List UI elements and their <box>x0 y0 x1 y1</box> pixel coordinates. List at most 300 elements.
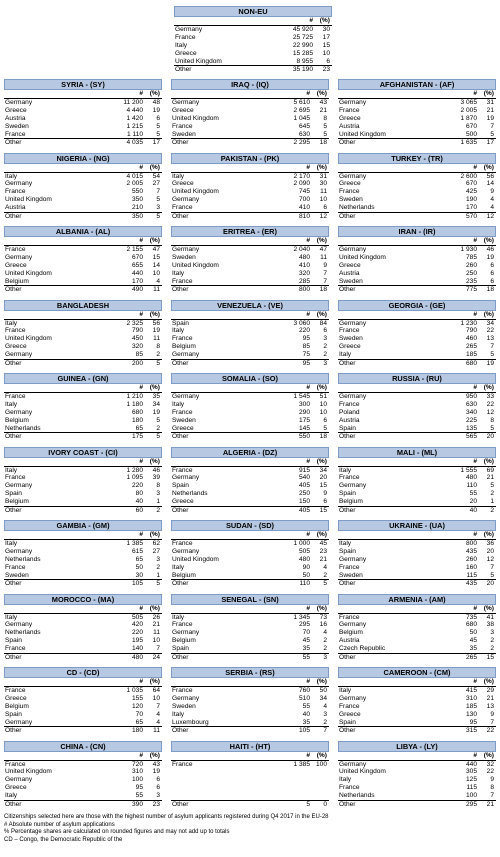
row-country: Belgium <box>339 629 363 637</box>
block-title: HAITI - (HT) <box>171 741 329 752</box>
row-country: Germany <box>5 776 33 784</box>
row-percent: 10 <box>322 49 330 57</box>
row-country: Italy <box>339 540 352 547</box>
row-number: 655 <box>131 261 143 269</box>
row-number: 45 <box>469 637 477 645</box>
table-row <box>338 637 496 645</box>
row-number: 3 065 <box>460 99 477 106</box>
row-country: Sweden <box>172 416 196 424</box>
row-number <box>276 784 310 792</box>
header-country <box>4 90 109 98</box>
row-percent: 20 <box>486 433 494 441</box>
table-row-other <box>338 579 496 588</box>
row-percent: 33 <box>486 393 494 400</box>
table-row <box>4 687 162 695</box>
row-number: 680 <box>465 359 477 367</box>
row-percent: 6 <box>490 277 494 285</box>
row-number: 670 <box>131 253 143 261</box>
row-percent: 2 <box>490 490 494 498</box>
row-number: 15 285 <box>292 49 313 57</box>
block-title: MALI - (ML) <box>338 447 496 458</box>
country-table <box>338 447 496 515</box>
row-number: 45 <box>302 637 310 645</box>
header-number: # <box>473 751 477 759</box>
row-country: Germany <box>172 629 200 637</box>
row-number <box>276 792 310 800</box>
row-number: 450 <box>131 335 143 343</box>
table-row <box>4 572 162 580</box>
table-non-eu <box>174 6 332 74</box>
block-title: NON-EU <box>174 6 332 17</box>
row-country: Austria <box>339 416 360 424</box>
row-percent: 15 <box>152 253 160 261</box>
table-row <box>4 490 162 498</box>
row-number: 65 <box>135 555 143 563</box>
row-number: 350 <box>131 212 143 220</box>
row-percent: 34 <box>319 466 327 474</box>
block-header <box>4 531 162 540</box>
table-row-other <box>338 432 496 441</box>
table-row <box>4 645 162 653</box>
row-country: Other <box>339 727 356 735</box>
country-table <box>4 300 162 368</box>
row-country: Greece <box>172 180 194 188</box>
country-table <box>338 79 496 147</box>
row-number: 120 <box>131 702 143 710</box>
row-country: Greece <box>172 424 194 432</box>
row-percent: 16 <box>319 621 327 629</box>
block-title: SOMALIA - (SO) <box>171 373 329 384</box>
table-row <box>338 335 496 343</box>
table-row-other <box>171 359 329 368</box>
row-percent: 6 <box>323 327 327 335</box>
row-percent: 20 <box>486 547 494 555</box>
header-number: # <box>139 457 143 465</box>
row-percent: 6 <box>490 269 494 277</box>
row-percent: 2 <box>156 563 160 571</box>
header-percent: (%) <box>319 17 330 24</box>
row-number: 745 <box>298 188 310 196</box>
table-row <box>4 254 162 262</box>
row-percent: 22 <box>486 768 494 776</box>
row-percent: 5 <box>156 196 160 204</box>
table-row <box>4 327 162 335</box>
footnote: CD – Congo, the Democratic Republic of the <box>4 836 123 843</box>
table-row <box>4 556 162 564</box>
table-row <box>4 467 162 475</box>
header-country <box>338 311 443 319</box>
row-percent: 8 <box>490 416 494 424</box>
table-row <box>338 278 496 286</box>
row-number: 90 <box>302 563 310 571</box>
row-percent: 1 <box>156 571 160 579</box>
row-number: 550 <box>298 433 310 441</box>
row-number: 2 155 <box>126 246 143 253</box>
row-percent: 56 <box>486 172 494 180</box>
table-row <box>4 401 162 409</box>
block-header <box>338 384 496 393</box>
row-number: 320 <box>298 269 310 277</box>
row-percent: 62 <box>152 540 160 547</box>
row-percent: 7 <box>490 122 494 130</box>
row-country: Netherlands <box>5 629 41 637</box>
row-number: 160 <box>465 563 477 571</box>
row-percent: 12 <box>486 408 494 416</box>
header-country <box>174 17 279 25</box>
country-table <box>338 226 496 294</box>
row-number: 810 <box>298 212 310 220</box>
header-country <box>171 90 276 98</box>
row-number: 800 <box>465 540 477 547</box>
block-header <box>171 164 329 173</box>
row-country: Italy <box>339 466 352 474</box>
row-country: Spain <box>172 482 189 490</box>
table-row <box>4 548 162 556</box>
row-percent: 4 <box>156 710 160 718</box>
header-percent: (%) <box>316 457 327 465</box>
header-percent: (%) <box>316 310 327 318</box>
header-percent: (%) <box>483 310 494 318</box>
row-number: 4 015 <box>126 172 143 180</box>
table-row <box>171 246 329 254</box>
table-row <box>338 188 496 196</box>
row-percent: 15 <box>319 506 327 514</box>
row-number: 700 <box>298 196 310 204</box>
row-country: France <box>172 122 193 130</box>
row-percent: 2 <box>323 637 327 645</box>
row-country: Netherlands <box>172 490 208 498</box>
table-row <box>338 99 496 107</box>
row-percent: 18 <box>319 433 327 441</box>
header-percent: (%) <box>149 384 160 391</box>
row-number: 85 <box>135 351 143 359</box>
row-country: Spain <box>172 319 189 327</box>
table-row <box>171 776 329 784</box>
header-number: # <box>306 237 310 244</box>
table-row <box>171 123 329 131</box>
row-percent: 2 <box>323 718 327 726</box>
table-row <box>338 180 496 188</box>
table-row <box>4 621 162 629</box>
header-country <box>171 458 276 466</box>
row-country: Italy <box>5 466 18 474</box>
table-row <box>171 768 329 776</box>
table-row <box>171 327 329 335</box>
row-percent: 3 <box>490 629 494 637</box>
row-number: 2 600 <box>460 172 477 180</box>
header-number: # <box>139 678 143 685</box>
row-country: Greece <box>172 498 194 506</box>
block-title: BANGLADESH <box>4 300 162 311</box>
table-row <box>171 115 329 123</box>
row-country: France <box>339 702 360 710</box>
row-number: 1 420 <box>126 114 143 122</box>
row-number: 285 <box>298 277 310 285</box>
row-percent: 47 <box>152 246 160 253</box>
row-number: 5 <box>306 800 310 808</box>
row-percent: 2 <box>323 645 327 653</box>
block-title: CAMEROON - (CM) <box>338 667 496 678</box>
country-table <box>338 667 496 735</box>
row-number: 2 325 <box>126 319 143 327</box>
row-percent: 19 <box>152 408 160 416</box>
row-country: Other <box>172 286 189 294</box>
table-row <box>174 50 332 58</box>
block-title: MOROCCO - (MA) <box>4 594 162 605</box>
row-percent: 10 <box>319 196 327 204</box>
row-number: 35 <box>469 645 477 653</box>
row-country: Luxembourg <box>172 718 209 726</box>
row-number: 265 <box>465 653 477 661</box>
row-number: 290 <box>298 408 310 416</box>
table-row <box>338 425 496 433</box>
row-percent: 15 <box>486 653 494 661</box>
header-number: # <box>306 604 310 612</box>
country-table <box>4 373 162 441</box>
table-row <box>338 703 496 711</box>
row-country: Netherlands <box>5 424 41 432</box>
row-number: 1 180 <box>126 400 143 408</box>
row-number: 2 005 <box>460 106 477 114</box>
row-country: France <box>339 327 360 335</box>
row-country: Italy <box>172 327 185 335</box>
row-country: France <box>339 474 360 482</box>
table-row <box>4 123 162 131</box>
row-percent: 56 <box>152 319 160 327</box>
row-country: France <box>339 106 360 114</box>
row-country: France <box>175 33 196 41</box>
row-percent: 46 <box>486 246 494 253</box>
row-percent: 46 <box>152 466 160 474</box>
row-country: Italy <box>339 776 352 784</box>
row-percent: 34 <box>152 400 160 408</box>
row-number: 550 <box>131 188 143 196</box>
block-header <box>171 237 329 246</box>
block-header <box>338 90 496 99</box>
row-country: Italy <box>172 563 185 571</box>
row-country: Other <box>172 506 189 514</box>
block-title: LIBYA - (LY) <box>338 741 496 752</box>
row-number: 180 <box>131 727 143 735</box>
row-number: 415 <box>465 687 477 694</box>
row-percent: 18 <box>319 286 327 294</box>
row-country: Germany <box>5 351 33 359</box>
header-country <box>4 605 109 613</box>
row-percent: 21 <box>486 106 494 114</box>
row-percent: 2 <box>156 506 160 514</box>
country-table <box>338 520 496 588</box>
row-country: Greece <box>5 261 27 269</box>
block-header <box>338 311 496 320</box>
header-number: # <box>139 310 143 318</box>
header-number: # <box>306 310 310 318</box>
block-header <box>4 752 162 761</box>
header-country <box>4 531 109 539</box>
row-country: Other <box>172 580 189 588</box>
table-row <box>171 335 329 343</box>
row-percent: 23 <box>152 800 160 808</box>
row-number: 225 <box>465 416 477 424</box>
row-country: Italy <box>339 351 352 359</box>
row-percent: 21 <box>152 621 160 629</box>
row-number: 305 <box>465 768 477 776</box>
block-title: UKRAINE - (UA) <box>338 520 496 531</box>
row-number: 115 <box>466 784 477 792</box>
header-percent: (%) <box>149 310 160 318</box>
row-number: 440 <box>465 760 477 768</box>
row-country: Greece <box>5 784 27 792</box>
table-row <box>4 99 162 107</box>
header-percent: (%) <box>316 384 327 391</box>
row-percent: 12 <box>486 212 494 220</box>
row-number: 1 215 <box>126 122 143 130</box>
row-country: Sweden <box>172 253 196 261</box>
block-title: PAKISTAN - (PK) <box>171 153 329 164</box>
header-number: # <box>139 90 143 97</box>
row-number: 30 <box>135 571 143 579</box>
table-row-other <box>171 432 329 441</box>
table-row-other <box>4 506 162 515</box>
row-number: 300 <box>298 400 310 408</box>
row-percent: 5 <box>490 571 494 579</box>
block-header <box>4 237 162 246</box>
row-percent: 2 <box>156 424 160 432</box>
table-row <box>171 131 329 139</box>
table-row-other <box>4 212 162 221</box>
header-country <box>338 605 443 613</box>
row-country: France <box>5 393 26 400</box>
row-percent: 7 <box>490 792 494 800</box>
block-title: CD - (CD) <box>4 667 162 678</box>
row-number: 55 <box>135 792 143 800</box>
row-country: Czech Republic <box>339 645 386 653</box>
table-row <box>171 482 329 490</box>
header-number: # <box>306 457 310 465</box>
row-percent: 21 <box>486 694 494 702</box>
row-percent: 17 <box>486 139 494 147</box>
row-percent: 4 <box>323 629 327 637</box>
row-country: Sweden <box>339 571 363 579</box>
row-country: France <box>5 760 26 768</box>
row-number: 40 <box>135 498 143 506</box>
row-percent: 27 <box>152 547 160 555</box>
row-country: France <box>5 645 26 653</box>
header-percent: (%) <box>483 604 494 612</box>
header-number: # <box>139 384 143 391</box>
row-country: Sweden <box>5 122 29 130</box>
header-country <box>4 752 109 760</box>
row-percent: 6 <box>490 261 494 269</box>
footnote: Citizenships selected here are those with the highest number of asylum applicants registered during Q4 2017 in the EU-28 <box>4 814 329 820</box>
table-row <box>338 711 496 719</box>
row-number: 220 <box>298 327 310 335</box>
block-header <box>171 458 329 467</box>
block-title: TURKEY - (TR) <box>338 153 496 164</box>
row-country: France <box>172 621 193 629</box>
row-country: Belgium <box>5 702 29 710</box>
row-country: Belgium <box>172 637 196 645</box>
row-percent: 10 <box>319 408 327 416</box>
table-row <box>338 123 496 131</box>
table-row-other <box>171 138 329 147</box>
table-row <box>171 572 329 580</box>
row-percent: 5 <box>490 482 494 490</box>
row-number: 130 <box>465 710 477 718</box>
table-row <box>338 270 496 278</box>
row-number: 50 <box>469 629 477 637</box>
row-percent: 3 <box>156 792 160 800</box>
row-percent: 7 <box>156 188 160 196</box>
block-title: SENEGAL - (SN) <box>171 594 329 605</box>
header-number: # <box>473 531 477 538</box>
row-number: 460 <box>465 335 477 343</box>
row-percent: 50 <box>319 687 327 694</box>
row-percent: 19 <box>152 768 160 776</box>
row-percent: 48 <box>152 99 160 106</box>
row-country: Greece <box>5 694 27 702</box>
block-title: GAMBIA - (GM) <box>4 520 162 531</box>
row-percent: 10 <box>152 694 160 702</box>
row-number: 1 930 <box>460 246 477 253</box>
header-country <box>4 164 109 172</box>
table-row <box>4 270 162 278</box>
row-country: France <box>339 784 360 792</box>
table-row <box>4 262 162 270</box>
row-number: 1 345 <box>293 613 310 621</box>
row-country: Other <box>5 800 22 808</box>
table-row <box>338 784 496 792</box>
row-number: 95 <box>302 359 310 367</box>
row-percent: 7 <box>323 727 327 735</box>
header-country <box>338 237 443 245</box>
table-row <box>4 425 162 433</box>
table-row <box>4 173 162 181</box>
header-percent: (%) <box>149 531 160 538</box>
row-number: 735 <box>465 613 477 621</box>
row-country: Germany <box>172 246 200 253</box>
header-number: # <box>473 457 477 465</box>
row-percent: 3 <box>156 204 160 212</box>
row-number: 1 555 <box>460 466 477 474</box>
table-row-other <box>171 285 329 294</box>
table-row-other <box>338 506 496 515</box>
country-table <box>4 153 162 221</box>
header-number: # <box>306 163 310 171</box>
row-percent: 19 <box>486 253 494 261</box>
table-row <box>338 351 496 359</box>
row-percent: 11 <box>320 188 327 196</box>
block-header <box>174 17 332 26</box>
table-row <box>171 188 329 196</box>
row-number: 125 <box>465 776 477 784</box>
header-percent: (%) <box>483 457 494 465</box>
table-row <box>338 564 496 572</box>
footnote: % Percentage shares are calculated on rounded figures and may not add up to totals <box>4 829 230 836</box>
row-country: Sweden <box>339 196 363 204</box>
row-country: Poland <box>339 408 360 416</box>
header-number: # <box>306 531 310 538</box>
row-country: Greece <box>172 106 194 114</box>
block-title: VENEZUELA - (VE) <box>171 300 329 311</box>
country-table <box>171 153 329 221</box>
table-row <box>4 711 162 719</box>
row-number: 760 <box>298 687 310 694</box>
table-row <box>171 695 329 703</box>
block-header <box>338 164 496 173</box>
row-number: 55 <box>302 702 310 710</box>
header-percent: (%) <box>149 163 160 171</box>
table-row <box>4 564 162 572</box>
